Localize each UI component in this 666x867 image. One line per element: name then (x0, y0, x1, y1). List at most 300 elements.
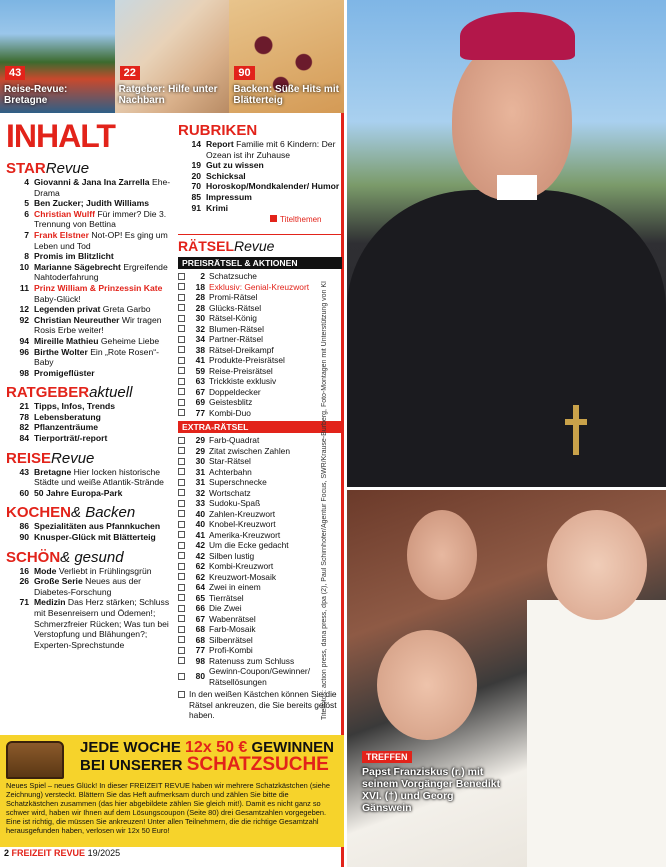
extraraetsel-bar: EXTRA-RÄTSEL (178, 421, 342, 433)
puzzle-name: Wortschatz (209, 487, 251, 498)
face-shape (407, 510, 477, 600)
entry-title: Tipps, Infos, Trends (34, 401, 116, 412)
reise-list (6, 467, 176, 499)
puzzle-entry[interactable] (178, 446, 342, 457)
entry-text (34, 230, 176, 251)
puzzle-name: Glücks-Rätsel (209, 302, 262, 313)
puzzle-name: Geistesblitz (209, 397, 253, 408)
contents-entry[interactable] (178, 171, 342, 182)
puzzle-entry[interactable] (178, 488, 342, 499)
thumb-page-badge: 43 (5, 66, 25, 80)
entry-subtitle: Geheime Liebe (100, 335, 160, 346)
puzzle-entry[interactable] (178, 666, 342, 687)
entry-subtitle: Wir tragen Rosis Erbe weiter! (34, 314, 162, 336)
kochen-list (6, 521, 176, 542)
checkbox-icon[interactable] (178, 542, 185, 549)
checkbox-icon[interactable] (178, 378, 185, 385)
puzzle-name: Amerika-Kreuzwort (209, 529, 281, 540)
contents-entry[interactable] (6, 467, 176, 488)
entry-page-number: 84 (19, 433, 29, 444)
contents-entry[interactable] (178, 160, 342, 171)
checkbox-icon[interactable] (178, 626, 185, 633)
entry-page-number: 82 (19, 422, 29, 433)
checkbox-icon[interactable] (178, 388, 185, 395)
checkbox-icon[interactable] (178, 283, 185, 290)
puzzle-page-number: 42 (195, 540, 205, 551)
entry-text (206, 139, 342, 160)
puzzle-entry[interactable] (178, 498, 342, 509)
puzzle-name: Farb-Quadrat (209, 435, 260, 446)
entry-subtitle: Neues aus der Diabetes-Forschung (34, 576, 142, 597)
entry-title: Horoskop/Mondkalender/ Humor (206, 181, 340, 192)
entry-title: Krimi (206, 202, 228, 213)
puzzle-entry[interactable] (178, 645, 342, 656)
contents-entry[interactable] (6, 422, 176, 433)
entry-text (34, 198, 176, 209)
puzzle-page-number: 98 (195, 655, 205, 666)
puzzle-name: Zwei in einem (209, 582, 261, 593)
contents-left-list (6, 118, 176, 650)
entry-subtitle: Hier locken historische Städte und weiße Atlantik-Strände (34, 466, 164, 488)
checkbox-icon[interactable] (178, 636, 185, 643)
puzzle-page-number: 66 (195, 603, 205, 614)
entry-page-number: 91 (191, 202, 201, 213)
section-heading-sub: & gesund (60, 548, 124, 566)
puzzle-entry[interactable] (178, 582, 342, 593)
contents-entry[interactable] (6, 433, 176, 444)
entry-text (34, 262, 176, 283)
puzzle-entry[interactable] (178, 603, 342, 614)
checkbox-icon[interactable] (178, 357, 185, 364)
entry-page-number: 6 (24, 208, 29, 219)
entry-page-number: 5 (24, 198, 29, 209)
puzzle-entry[interactable] (178, 477, 342, 488)
puzzle-page-number: 31 (195, 466, 205, 477)
entry-page-number: 20 (191, 170, 201, 181)
entry-title: Promigeflüster (34, 367, 95, 378)
contents-entry[interactable] (6, 209, 176, 230)
contents-entry[interactable] (6, 532, 176, 543)
checkbox-icon[interactable] (178, 647, 185, 654)
puzzle-entry[interactable] (178, 303, 342, 314)
entry-title: Bretagne (34, 466, 72, 477)
pectoral-cross-icon (565, 405, 587, 455)
contents-entry[interactable] (6, 283, 176, 304)
puzzle-name: Tierrätsel (209, 592, 244, 603)
puzzle-page-number: 18 (195, 281, 205, 292)
puzzle-name: Blumen-Rätsel (209, 323, 264, 334)
entry-title: Birthe Wolter (34, 346, 88, 357)
puzzle-entry[interactable] (178, 324, 342, 335)
puzzle-entry[interactable] (178, 593, 342, 604)
entry-subtitle: Familie mit 6 Kindern: Der Ozean ist ihr Zuhause (206, 139, 336, 160)
puzzle-entry[interactable] (178, 624, 342, 635)
entry-title: Ben Zucker; Judith Williams (34, 198, 150, 209)
entry-title: Prinz William & Prinzessin Kate (34, 282, 163, 293)
entry-text (34, 433, 176, 444)
puzzle-name: Promi-Rätsel (209, 292, 258, 303)
white-cassock-shape (527, 600, 666, 867)
checkbox-icon[interactable] (178, 458, 185, 465)
puzzle-entry[interactable] (178, 376, 342, 387)
contents-entry[interactable] (6, 368, 176, 379)
section-heading-star (6, 160, 176, 177)
puzzle-page-number: 40 (195, 508, 205, 519)
treasure-chest-icon (6, 741, 64, 779)
contents-entry[interactable] (6, 230, 176, 251)
entry-page-number: 71 (19, 597, 29, 608)
puzzle-entry[interactable] (178, 292, 342, 303)
puzzle-entry[interactable] (178, 635, 342, 646)
checkbox-icon[interactable] (178, 657, 185, 664)
puzzle-entry[interactable] (178, 355, 342, 366)
section-heading-sub: Revue (51, 449, 95, 467)
puzzle-page-number: 80 (195, 671, 205, 682)
thumb-caption: Backen: Süße Hits mit Blätterteig (233, 84, 339, 106)
contents-entry[interactable] (6, 347, 176, 368)
checkbox-icon[interactable] (178, 273, 185, 280)
entry-title: Mode (34, 565, 57, 576)
puzzle-page-number: 41 (195, 529, 205, 540)
puzzle-page-number: 77 (195, 645, 205, 656)
puzzle-entry[interactable] (178, 519, 342, 530)
puzzle-entry[interactable] (178, 614, 342, 625)
puzzle-page-number: 63 (195, 376, 205, 387)
puzzle-page-number: 2 (200, 271, 205, 282)
entry-page-number: 10 (19, 261, 29, 272)
puzzle-entry[interactable] (178, 387, 342, 398)
puzzle-page-number: 42 (195, 550, 205, 561)
entry-title: Legenden privat (34, 304, 101, 315)
entry-text (206, 203, 342, 214)
contents-entry[interactable] (178, 139, 342, 160)
contents-entry[interactable] (6, 262, 176, 283)
entry-text (34, 422, 176, 433)
puzzle-entry[interactable] (178, 540, 342, 551)
entry-title: Report (206, 139, 234, 149)
puzzle-page-number: 62 (195, 561, 205, 572)
puzzle-name: Schatzsuche (209, 271, 257, 282)
section-heading-rubriken: RUBRIKEN (178, 122, 258, 139)
extraraetsel-list (178, 435, 342, 687)
puzzle-name: Silbenrätsel (209, 634, 253, 645)
checkbox-icon[interactable] (178, 336, 185, 343)
contents-entry[interactable] (6, 304, 176, 315)
checkbox-icon[interactable] (178, 315, 185, 322)
schatzsuche-promo[interactable] (0, 735, 344, 847)
entry-subtitle: Ehe-Drama (34, 177, 171, 198)
entry-text (206, 160, 342, 171)
checkbox-icon[interactable] (178, 447, 185, 454)
titelthemen-legend (270, 215, 342, 224)
puzzle-entry[interactable] (178, 313, 342, 324)
promo-text: Neues Spiel – neues Glück! In dieser FREIZEIT REVUE haben wir mehrere Schatzkästchen (siehe Zeichnung) versteckt. Blättern Sie das Heft aufmerksam durch und zählen Sie bitte die Schatzkästchen zusammen (das hier abgebildete zählen Sie gleich mit!). Damit es nicht ganz so schwer wird, haben wir Ihnen auf dem Lösungscoupon (Seite 80) drei Gesamtzahlen vorgegeben. Eine ist richtig, die müssen Sie ankreuzen! Unter allen Teilnehmern, die die richtige Gesamtzahl herausgefunden haben, verlosen wir 12x 50 Euro! (6, 781, 330, 835)
contents-entry[interactable] (6, 576, 176, 597)
entry-subtitle: Für immer? Die 3. Trennung von Bettina (34, 208, 167, 230)
checkbox-icon[interactable] (178, 437, 185, 444)
checkbox-icon[interactable] (178, 615, 185, 622)
entry-page-number: 21 (19, 401, 29, 412)
checkbox-icon[interactable] (178, 594, 185, 601)
checkbox-icon[interactable] (178, 552, 185, 559)
checkbox-icon[interactable] (178, 605, 185, 612)
checkbox-icon[interactable] (178, 500, 185, 507)
page-title: INHALT (6, 118, 115, 154)
puzzle-page-number: 31 (195, 477, 205, 488)
puzzle-name: Farb-Mosaik (209, 624, 256, 635)
puzzle-page-number: 68 (195, 624, 205, 635)
entry-text (34, 336, 176, 347)
puzzle-page-number: 77 (195, 407, 205, 418)
checkbox-icon[interactable] (178, 673, 185, 680)
checkbox-icon[interactable] (178, 399, 185, 406)
puzzle-entry[interactable] (178, 467, 342, 478)
entry-title: Giovanni & Jana Ina Zarrella (34, 177, 150, 187)
checkbox-icon[interactable] (178, 304, 185, 311)
entry-text (34, 177, 176, 198)
contents-entry[interactable] (6, 198, 176, 209)
entry-subtitle: Ergreifende Nahtoderfahrung (34, 261, 168, 283)
entry-page-number: 11 (19, 282, 29, 293)
puzzle-name: Knobel-Kreuzwort (209, 519, 276, 530)
entry-text (34, 521, 176, 532)
teaser-thumbnails (0, 0, 344, 113)
puzzle-entry[interactable] (178, 397, 342, 408)
puzzle-entry[interactable] (178, 345, 342, 356)
contents-entry[interactable] (6, 401, 176, 412)
entry-text (206, 171, 342, 182)
puzzle-name: Um die Ecke gedacht (209, 540, 289, 551)
puzzle-name: Kombi-Duo (209, 407, 251, 418)
contents-entry[interactable] (178, 192, 342, 203)
puzzle-page-number: 67 (195, 613, 205, 624)
entry-text (34, 347, 176, 368)
entry-title: Schicksal (206, 170, 246, 181)
section-heading-main: REISE (6, 449, 52, 467)
contents-entry[interactable] (6, 521, 176, 532)
entry-page-number: 14 (191, 139, 201, 149)
puzzle-page-number: 65 (195, 592, 205, 603)
entry-text (34, 251, 176, 262)
cassock-shape (347, 190, 666, 487)
checkbox-icon[interactable] (178, 294, 185, 301)
section-heading-main: STAR (6, 160, 46, 177)
puzzle-page-number: 33 (195, 498, 205, 509)
checkbox-note-text: In den weißen Kästchen können Sie die Rätsel ankreuzen, die Sie bereits gelöst haben. (189, 689, 337, 721)
entry-title: Marianne Sägebrecht (34, 261, 121, 272)
entry-page-number: 4 (24, 177, 29, 187)
contents-entry[interactable] (6, 251, 176, 262)
entry-text (34, 566, 176, 577)
puzzle-entry[interactable] (178, 656, 342, 667)
puzzle-name: Silben lustig (209, 550, 255, 561)
section-heading-sub: & Backen (71, 504, 136, 522)
puzzle-page-number: 32 (195, 487, 205, 498)
puzzle-page-number: 29 (195, 445, 205, 456)
checkbox-icon[interactable] (178, 573, 185, 580)
puzzle-name: Trickkiste exklusiv (209, 376, 277, 387)
checkbox-icon[interactable] (178, 479, 185, 486)
entry-text (34, 401, 176, 412)
checkbox-icon[interactable] (178, 510, 185, 517)
page-number: 2 (4, 848, 10, 858)
contents-entry[interactable] (6, 597, 176, 650)
puzzle-page-number: 32 (195, 323, 205, 334)
rubriken-list (178, 139, 342, 213)
contents-right-list (178, 122, 342, 721)
entry-title: Knusper-Glück mit Blätterteig (34, 532, 156, 543)
entry-title: Promis im Blitzlicht (34, 251, 114, 262)
page-footer (4, 848, 120, 858)
thumb-backen[interactable] (229, 0, 344, 113)
puzzle-entry[interactable] (178, 271, 342, 282)
section-heading-main: KOCHEN (6, 504, 72, 522)
entry-subtitle: Not-OP! Es ging um Leben und Tod (34, 229, 168, 251)
contents-entry[interactable] (178, 203, 342, 214)
entry-title: 50 Jahre Europa-Park (34, 487, 123, 498)
puzzle-entry[interactable] (178, 572, 342, 583)
puzzle-page-number: 40 (195, 519, 205, 530)
entry-text (206, 192, 342, 203)
checkbox-icon[interactable] (178, 531, 185, 538)
puzzle-name: Reise-Preisrätsel (209, 365, 273, 376)
puzzle-entry[interactable] (178, 435, 342, 446)
entry-subtitle: Das Herz stärken; Schluss mit Besenreisern und Ödemen!; Schmerzfreier Rücken; Was tun bei Verstopfung und Blähungen?; Experten-Sprechstunde (34, 597, 170, 650)
entry-page-number: 85 (191, 191, 201, 202)
puzzle-page-number: 30 (195, 456, 205, 467)
entry-page-number: 70 (191, 181, 201, 192)
face-shape (377, 630, 477, 740)
entry-page-number: 12 (19, 304, 29, 315)
entry-text (34, 532, 176, 543)
entry-title: Mireille Mathieu (34, 335, 99, 346)
thumb-ratgeber[interactable] (115, 0, 230, 113)
thumb-bretagne[interactable] (0, 0, 115, 113)
contents-entry[interactable] (178, 181, 342, 192)
entry-title: Christian Wulff (34, 208, 95, 219)
contents-entry[interactable] (6, 315, 176, 336)
entry-text (34, 488, 176, 499)
section-heading-main: RATGEBER (6, 384, 90, 402)
checkbox-icon[interactable] (178, 346, 185, 353)
section-heading-main: RÄTSEL (178, 238, 234, 255)
checkbox-icon[interactable] (178, 409, 185, 416)
entry-title: Spezialitäten aus Pfannkuchen (34, 521, 161, 532)
entry-text (206, 181, 342, 192)
contents-entry[interactable] (6, 177, 176, 198)
puzzle-entry[interactable] (178, 530, 342, 541)
checkbox-icon (178, 691, 185, 698)
puzzle-name: Wabenrätsel (209, 613, 256, 624)
puzzle-name: Star-Rätsel (209, 456, 251, 467)
schoen-list (6, 566, 176, 651)
puzzle-page-number: 29 (195, 435, 205, 446)
contents-entry[interactable] (6, 412, 176, 423)
section-heading-reise (6, 450, 176, 467)
photo-credits: Titelfotos: action press, dana press, dpa (2), Paul Schirnhofer/Agentur Focus, SWR/Krause-Burberg, Foto-Montagen mit Unterstützung von KI (321, 280, 328, 720)
preisraetsel-list (178, 271, 342, 418)
checkbox-icon[interactable] (178, 563, 185, 570)
entry-page-number: 7 (24, 229, 29, 240)
contents-entry[interactable] (6, 566, 176, 577)
contents-entry[interactable] (6, 336, 176, 347)
entry-page-number: 8 (24, 251, 29, 262)
entry-title: Lebensberatung (34, 411, 101, 422)
puzzle-name: Rätsel-Dreikampf (209, 344, 274, 355)
entry-title: Impressum (206, 191, 252, 202)
promo-headline (80, 739, 334, 774)
entry-text (34, 412, 176, 423)
section-heading-kochen (6, 504, 176, 521)
puzzle-page-number: 68 (195, 634, 205, 645)
puzzle-entry[interactable] (178, 561, 342, 572)
entry-title: Pflanzenträume (34, 422, 98, 433)
puzzle-page-number: 30 (195, 313, 205, 324)
puzzle-page-number: 67 (195, 386, 205, 397)
entry-page-number: 16 (19, 565, 29, 576)
contents-entry[interactable] (6, 488, 176, 499)
puzzle-name: Ratenuss zum Schluss (209, 655, 295, 666)
puzzle-name: Kombi-Kreuzwort (209, 561, 274, 572)
collar-shape (497, 175, 537, 200)
puzzle-name: Profi-Kombi (209, 645, 253, 656)
zucchetto-shape (460, 12, 575, 60)
entry-page-number: 43 (19, 466, 29, 477)
entry-text (34, 576, 176, 597)
checkbox-icon[interactable] (178, 468, 185, 475)
checkbox-icon[interactable] (178, 521, 185, 528)
puzzle-entry[interactable] (178, 366, 342, 377)
entry-subtitle: Ein „Rote Rosen“-Baby (34, 346, 159, 368)
entry-page-number: 90 (19, 532, 29, 543)
puzzle-page-number: 34 (195, 334, 205, 345)
entry-page-number: 98 (19, 367, 29, 378)
puzzle-entry[interactable] (178, 456, 342, 467)
checkbox-note (178, 689, 342, 721)
checkbox-icon[interactable] (178, 367, 185, 374)
entry-title: Frank Elstner (34, 229, 89, 240)
puzzle-page-number: 62 (195, 571, 205, 582)
puzzle-entry[interactable] (178, 551, 342, 562)
thumb-caption: Reise-Revue: Bretagne (4, 84, 68, 106)
checkbox-icon[interactable] (178, 489, 185, 496)
puzzle-name: Achterbahn (209, 466, 252, 477)
checkbox-icon[interactable] (178, 584, 185, 591)
face-shape (547, 510, 647, 620)
puzzle-entry[interactable] (178, 509, 342, 520)
entry-page-number: 96 (19, 346, 29, 357)
checkbox-icon[interactable] (178, 325, 185, 332)
entry-page-number: 86 (19, 521, 29, 532)
section-heading-sub: Revue (45, 160, 90, 177)
puzzle-name: Die Zwei (209, 603, 242, 614)
puzzle-entry[interactable] (178, 334, 342, 345)
entry-page-number: 26 (19, 576, 29, 587)
section-heading-ratgeber (6, 384, 176, 401)
puzzle-name: Doppeldecker (209, 386, 261, 397)
entry-page-number: 78 (19, 411, 29, 422)
preisraetsel-bar: PREISRÄTSEL & AKTIONEN (178, 257, 342, 269)
puzzle-name: Zahlen-Kreuzwort (209, 508, 276, 519)
promo-line1c: GEWINNEN (251, 739, 334, 756)
entry-text (34, 315, 176, 336)
entry-page-number: 19 (191, 160, 201, 171)
section-heading-sub: aktuell (89, 384, 133, 402)
entry-text (34, 283, 176, 304)
puzzle-entry[interactable] (178, 408, 342, 419)
issue-number: 19/2025 (87, 848, 121, 858)
puzzle-entry[interactable] (178, 282, 342, 293)
